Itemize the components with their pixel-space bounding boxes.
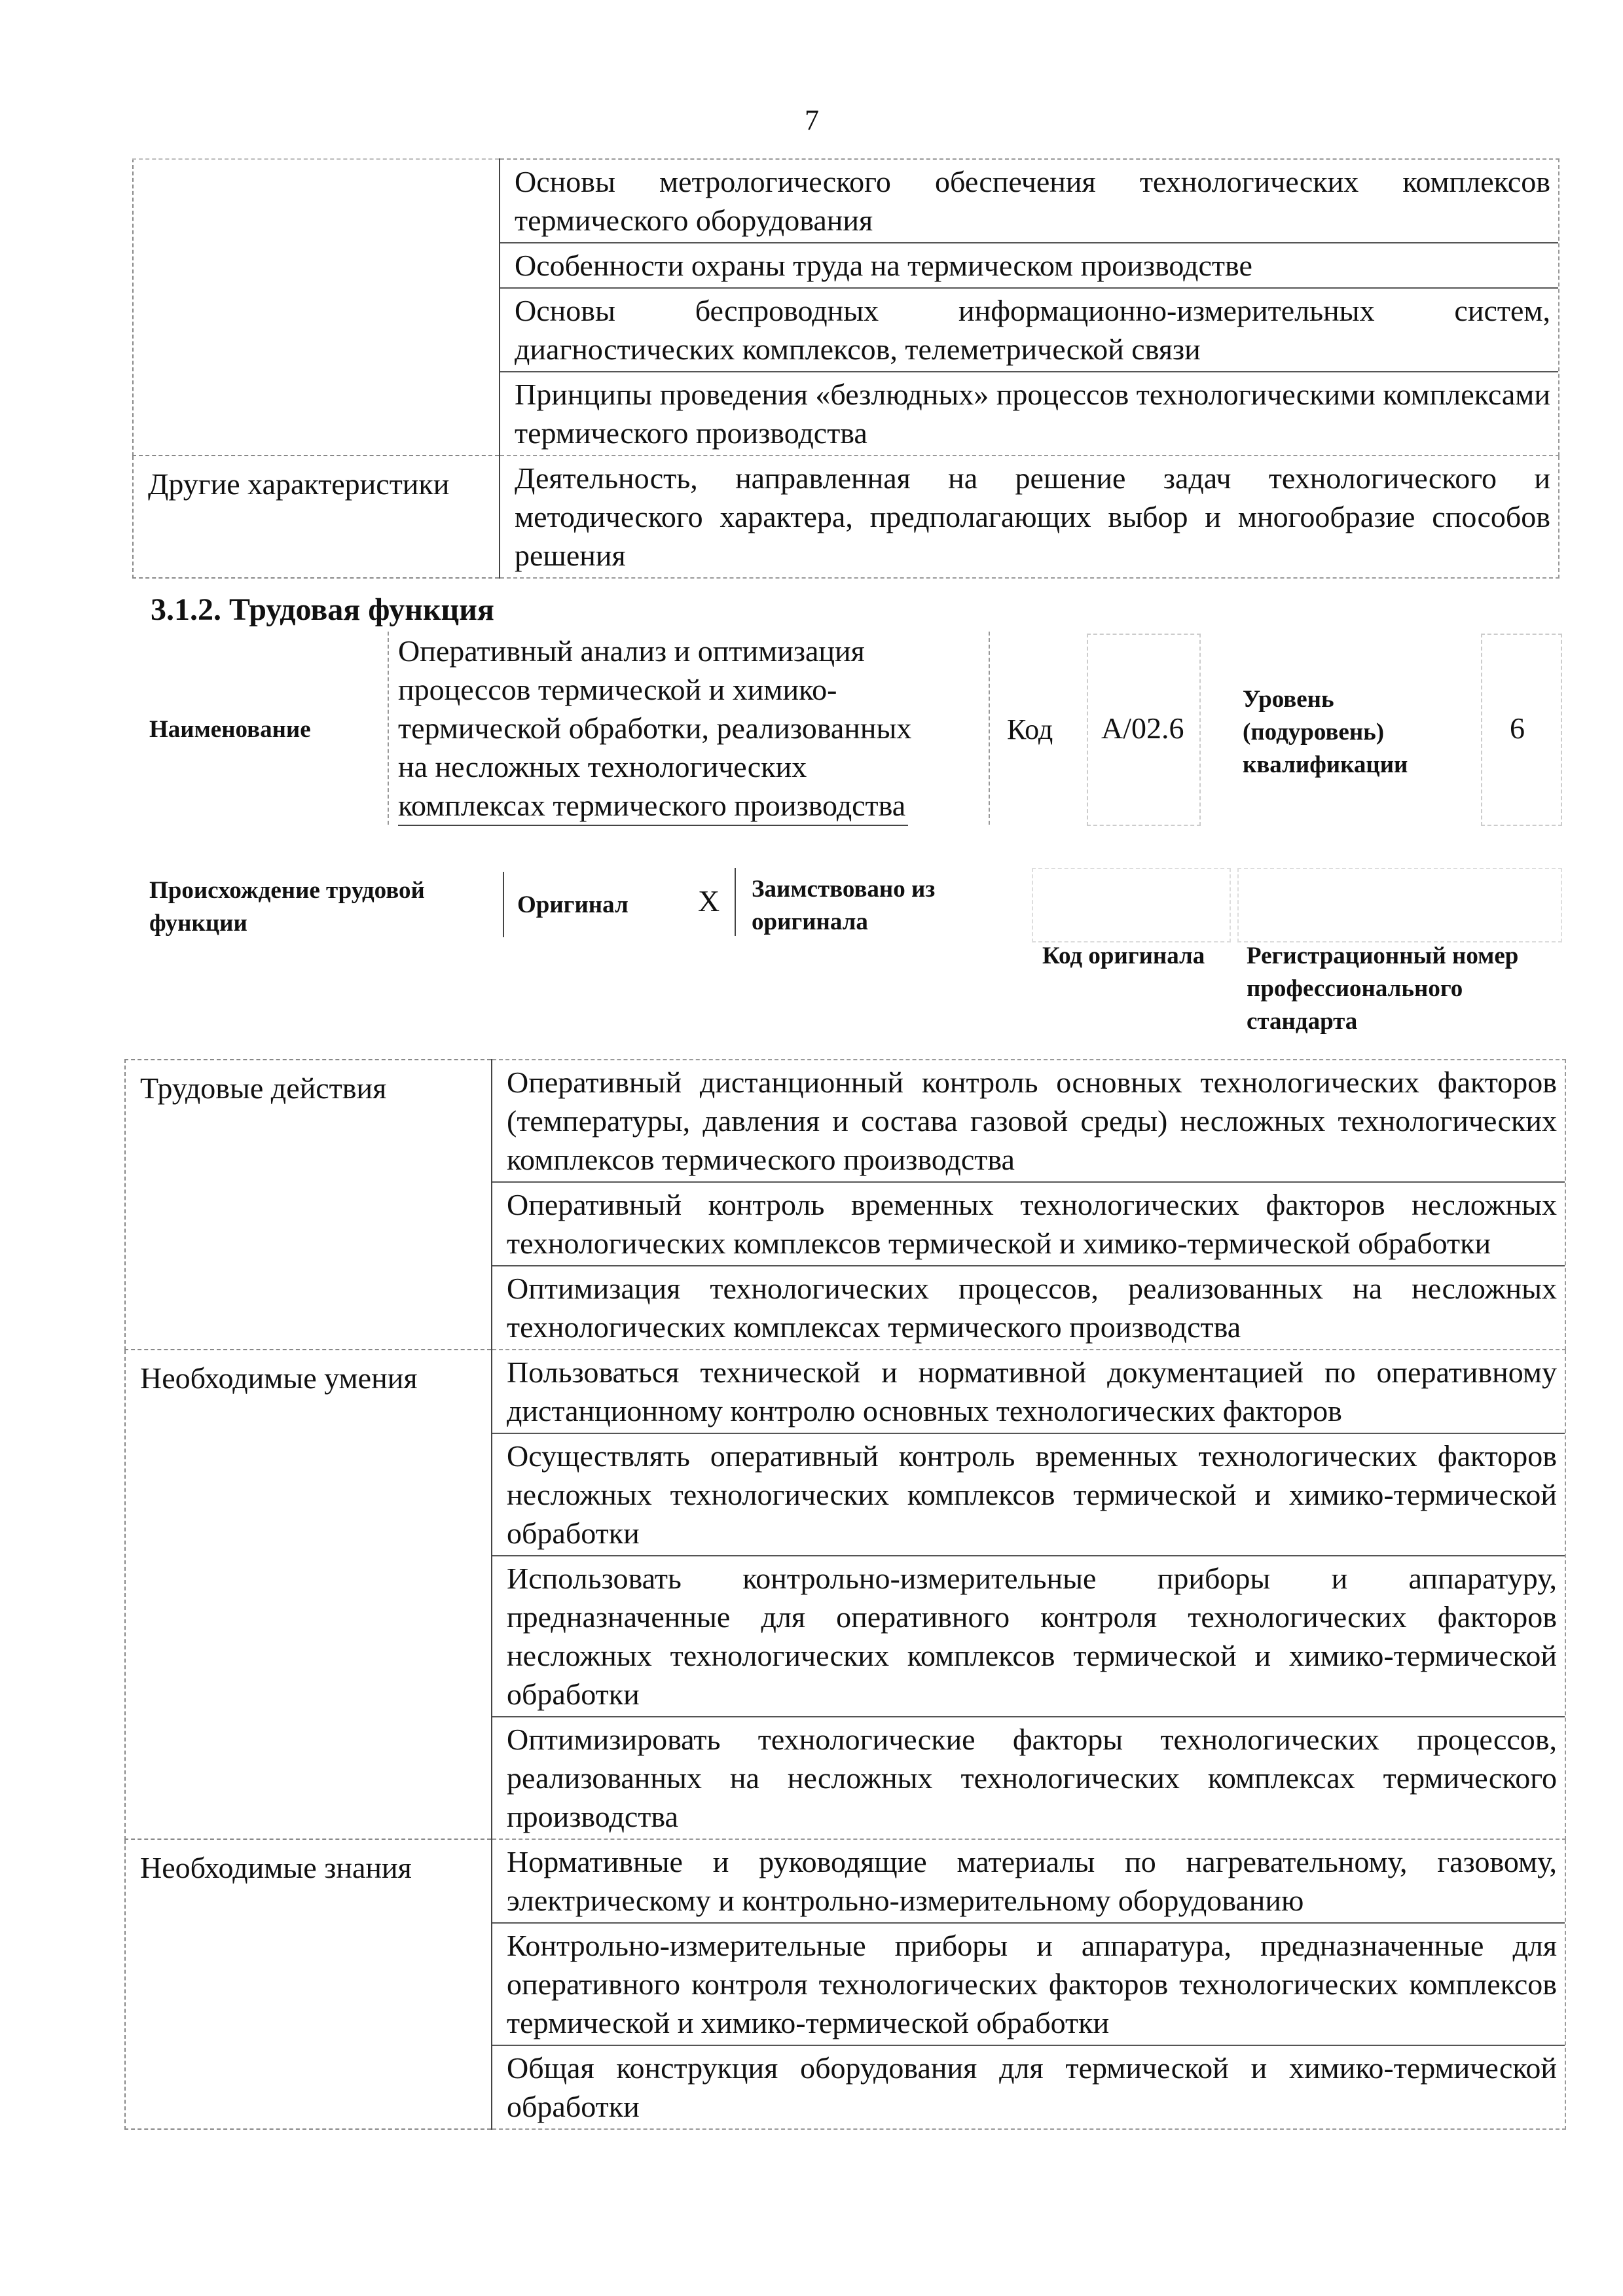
list-item: Основы беспроводных информационно-измерительных систем, диагностических комплексов, телеметрической связи (500, 289, 1558, 372)
borrowed-label-line: оригинала (752, 908, 868, 935)
list-item: Общая конструкция оборудования для термической и химико-термической обработки (507, 2051, 1557, 2123)
code-original-label: Код оригинала (1042, 942, 1205, 969)
code-original-box (1032, 868, 1231, 942)
list-item: Особенности охраны труда на термическом производстве (500, 243, 1558, 289)
code-value: A/02.6 (1101, 711, 1184, 745)
list-item: Оперативный дистанционный контроль основных технологических факторов (температуры, давления и состава газовой среды) несложных технологических комплексов термического производства (492, 1060, 1565, 1183)
row-content (492, 1350, 1565, 1839)
list-item: Осуществлять оперативный контроль временных технологических факторов несложных технологических комплексов термической и химико-термической обработки (492, 1434, 1565, 1556)
name-line: термической обработки, реализованных (398, 711, 912, 745)
row-content (492, 1839, 1565, 2129)
row-label: Трудовые действия (125, 1060, 492, 1350)
name-line: Оперативный анализ и оптимизация (398, 634, 865, 668)
original-mark: X (698, 884, 720, 918)
level-label-line: квалификации (1243, 751, 1408, 778)
row-content (492, 1060, 1565, 1350)
list-item: Оптимизация технологических процессов, реализованных на несложных технологических комплексах термического производства (507, 1272, 1557, 1344)
list-item: Пользоваться технической и нормативной документацией по оперативному дистанционному контролю основных технологических факторов (492, 1350, 1565, 1434)
table-row (125, 1060, 1565, 1350)
row-label: Необходимые знания (125, 1839, 492, 2129)
table-row (133, 456, 1559, 578)
row-content (500, 159, 1559, 456)
reg-number-label-line: профессионального (1247, 975, 1463, 1002)
level-label-line: (подуровень) (1243, 719, 1385, 745)
function-details-table (124, 1059, 1566, 2130)
origin-bracket-mid (735, 868, 736, 936)
borrowed-label-line: Заимствовано из (752, 876, 936, 903)
code-label: Код (1007, 713, 1053, 745)
table-row (125, 1839, 1565, 2129)
origin-label-line: Происхождение трудовой (149, 877, 425, 904)
list-item: Оперативный контроль временных технологических факторов несложных технологических комплексов термической и химико-термической обработки (492, 1183, 1565, 1266)
original-label: Оригинал (517, 891, 629, 918)
level-label-line: Уровень (1243, 686, 1334, 713)
name-line: на несложных технологических (398, 750, 807, 783)
origin-label (149, 874, 425, 940)
list-item: Использовать контрольно-измерительные приборы и аппаратуру, предназначенные для оперативного контроля технологических факторов несложных технологических комплексов термической и химико-термической обработки (492, 1556, 1565, 1717)
section-heading: 3.1.2. Трудовая функция (151, 592, 494, 627)
list-item: Контрольно-измерительные приборы и аппаратура, предназначенные для оперативного контроля технологических факторов технологических комплексов термической и химико-термической обработки (492, 1924, 1565, 2046)
reg-number-label-line: стандарта (1247, 1008, 1358, 1035)
list-item: Оптимизировать технологические факторы технологических процессов, реализованных на несложных технологических комплексах термического производства (507, 1723, 1557, 1833)
reg-number-label-line: Регистрационный номер (1247, 942, 1519, 969)
row-label: Необходимые умения (125, 1350, 492, 1839)
table-row (125, 1350, 1565, 1839)
borrowed-label (752, 873, 935, 939)
list-item: Основы метрологического обеспечения технологических комплексов термического оборудования (500, 160, 1558, 243)
continuation-table (132, 158, 1559, 579)
name-line: процессов термической и химико- (398, 673, 837, 706)
list-item: Деятельность, направленная на решение задач технологического и методического характера, предполагающих выбор и многообразие способов решения (515, 461, 1550, 572)
page-number: 7 (805, 104, 819, 136)
table-row (133, 159, 1559, 456)
function-name (388, 632, 990, 825)
row-label (133, 159, 500, 456)
origin-bracket-left (503, 872, 504, 937)
row-content (500, 456, 1559, 578)
reg-number-box (1237, 868, 1562, 942)
level-label (1243, 683, 1408, 781)
list-item: Нормативные и руководящие материалы по нагревательному, газовому, электрическому и контрольно-измерительному оборудованию (492, 1840, 1565, 1924)
reg-number-label (1247, 940, 1518, 1038)
row-label: Другие характеристики (133, 456, 500, 578)
list-item: Принципы проведения «безлюдных» процессов технологическими комплексами термического производства (515, 378, 1550, 450)
name-line: комплексах термического производства (398, 786, 908, 826)
level-value: 6 (1510, 711, 1525, 745)
origin-label-line: функции (149, 910, 247, 937)
name-label: Наименование (149, 716, 311, 743)
